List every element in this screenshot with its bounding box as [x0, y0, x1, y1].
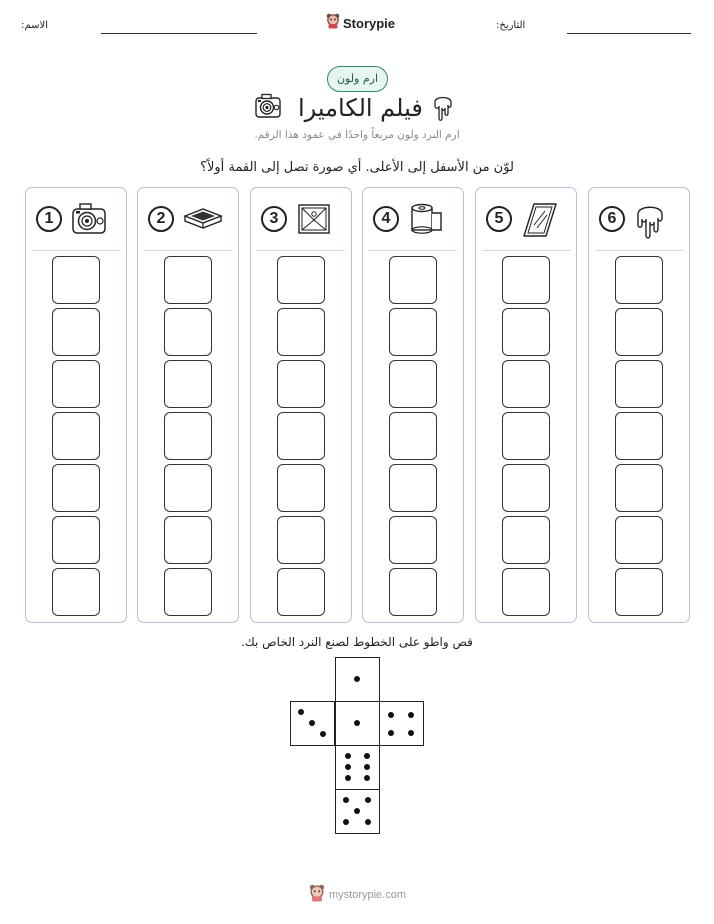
race-column-5 [475, 187, 577, 623]
dice-pip [309, 720, 315, 726]
column-divider [482, 250, 570, 251]
color-square[interactable] [164, 360, 212, 408]
color-square[interactable] [52, 256, 100, 304]
race-column-4 [362, 187, 464, 623]
dice-pip [388, 712, 394, 718]
dice-pip [354, 808, 360, 814]
color-square[interactable] [615, 308, 663, 356]
color-square[interactable] [389, 516, 437, 564]
color-square[interactable] [502, 412, 550, 460]
color-square[interactable] [277, 256, 325, 304]
dice-instruction: قص واطو على الخطوط لصنع النرد الخاص بك. [241, 635, 473, 649]
color-square[interactable] [164, 308, 212, 356]
envelope-icon [295, 201, 333, 241]
page-title: فيلم الكاميرا [298, 94, 423, 122]
name-label: الاسم: [21, 20, 48, 31]
dice-pip [298, 709, 304, 715]
brand-name: Storypie [343, 15, 396, 31]
color-square[interactable] [615, 516, 663, 564]
column-divider [595, 250, 683, 251]
dice-pip [408, 730, 414, 736]
camera-icon [253, 91, 283, 125]
dice-pip [343, 819, 349, 825]
camera-icon [70, 201, 108, 241]
color-square[interactable] [502, 360, 550, 408]
color-square[interactable] [502, 568, 550, 616]
color-square[interactable] [164, 568, 212, 616]
column-divider [32, 250, 120, 251]
column-number: 4 [373, 206, 399, 232]
column-divider [369, 250, 457, 251]
column-number: 1 [36, 206, 62, 232]
color-square[interactable] [277, 464, 325, 512]
color-square[interactable] [52, 308, 100, 356]
brand-logo [326, 13, 395, 33]
dice-face-5 [335, 789, 380, 834]
dice-pip [408, 712, 414, 718]
instruction-text: لوّن من الأسفل إلى الأعلى. أي صورة تصل إلى القمة أولاً؟ [200, 160, 514, 175]
color-square[interactable] [277, 412, 325, 460]
dice-pip [364, 753, 370, 759]
race-column-6 [588, 187, 690, 623]
color-square[interactable] [52, 568, 100, 616]
bear-logo-icon [326, 13, 340, 33]
dice-pip [364, 775, 370, 781]
dice-face-1 [335, 657, 380, 702]
color-square[interactable] [164, 256, 212, 304]
dice-pip [343, 797, 349, 803]
color-square[interactable] [615, 256, 663, 304]
column-number: 2 [148, 206, 174, 232]
dice-pip [388, 730, 394, 736]
color-square[interactable] [277, 360, 325, 408]
color-square[interactable] [52, 412, 100, 460]
column-number: 5 [486, 206, 512, 232]
color-square[interactable] [277, 308, 325, 356]
dice-pip [345, 764, 351, 770]
race-column-1 [25, 187, 127, 623]
dice-pip [364, 764, 370, 770]
color-square[interactable] [277, 568, 325, 616]
worksheet-header [0, 0, 714, 50]
race-column-3 [250, 187, 352, 623]
color-square[interactable] [502, 256, 550, 304]
color-square[interactable] [502, 464, 550, 512]
color-square[interactable] [389, 568, 437, 616]
color-square[interactable] [615, 568, 663, 616]
color-square[interactable] [164, 516, 212, 564]
film-roll-icon [407, 201, 447, 241]
dice-pip [354, 720, 360, 726]
color-square[interactable] [502, 516, 550, 564]
dice-pip [320, 731, 326, 737]
dice-pip [345, 753, 351, 759]
dice-pip [345, 775, 351, 781]
color-square[interactable] [615, 412, 663, 460]
dice-face-4 [379, 701, 424, 746]
column-number: 6 [599, 206, 625, 232]
page-footer [309, 884, 406, 906]
date-line[interactable] [567, 33, 691, 34]
subtitle: ارم النرد ولون مربعاً واحدًا في عمود هذا الرقم. [254, 129, 460, 141]
dice-face-1 [335, 701, 380, 746]
column-divider [144, 250, 232, 251]
color-square[interactable] [389, 256, 437, 304]
dripping-paint-icon [633, 201, 667, 245]
color-square[interactable] [164, 412, 212, 460]
color-square[interactable] [389, 360, 437, 408]
dice-face-6 [335, 745, 380, 790]
color-square[interactable] [52, 464, 100, 512]
developing-tray-icon [182, 201, 224, 241]
date-label: التاريخ: [496, 20, 526, 31]
color-square[interactable] [615, 360, 663, 408]
color-square[interactable] [164, 464, 212, 512]
color-square[interactable] [389, 412, 437, 460]
color-square[interactable] [502, 308, 550, 356]
color-square[interactable] [389, 308, 437, 356]
dice-face-3 [290, 701, 335, 746]
dripping-paint-icon [432, 93, 454, 127]
color-square[interactable] [277, 516, 325, 564]
dice-pip [365, 797, 371, 803]
activity-badge: ارم ولون [327, 66, 388, 92]
dice-pip [354, 676, 360, 682]
name-line[interactable] [101, 33, 257, 34]
column-divider [257, 250, 345, 251]
color-square[interactable] [389, 464, 437, 512]
color-square[interactable] [52, 360, 100, 408]
dice-pip [365, 819, 371, 825]
column-number: 3 [261, 206, 287, 232]
color-square[interactable] [52, 516, 100, 564]
color-square[interactable] [615, 464, 663, 512]
race-column-2 [137, 187, 239, 623]
photo-frame-icon [520, 201, 560, 243]
bear-logo-icon [309, 884, 325, 906]
footer-url[interactable]: mystorypie.com [329, 889, 407, 901]
